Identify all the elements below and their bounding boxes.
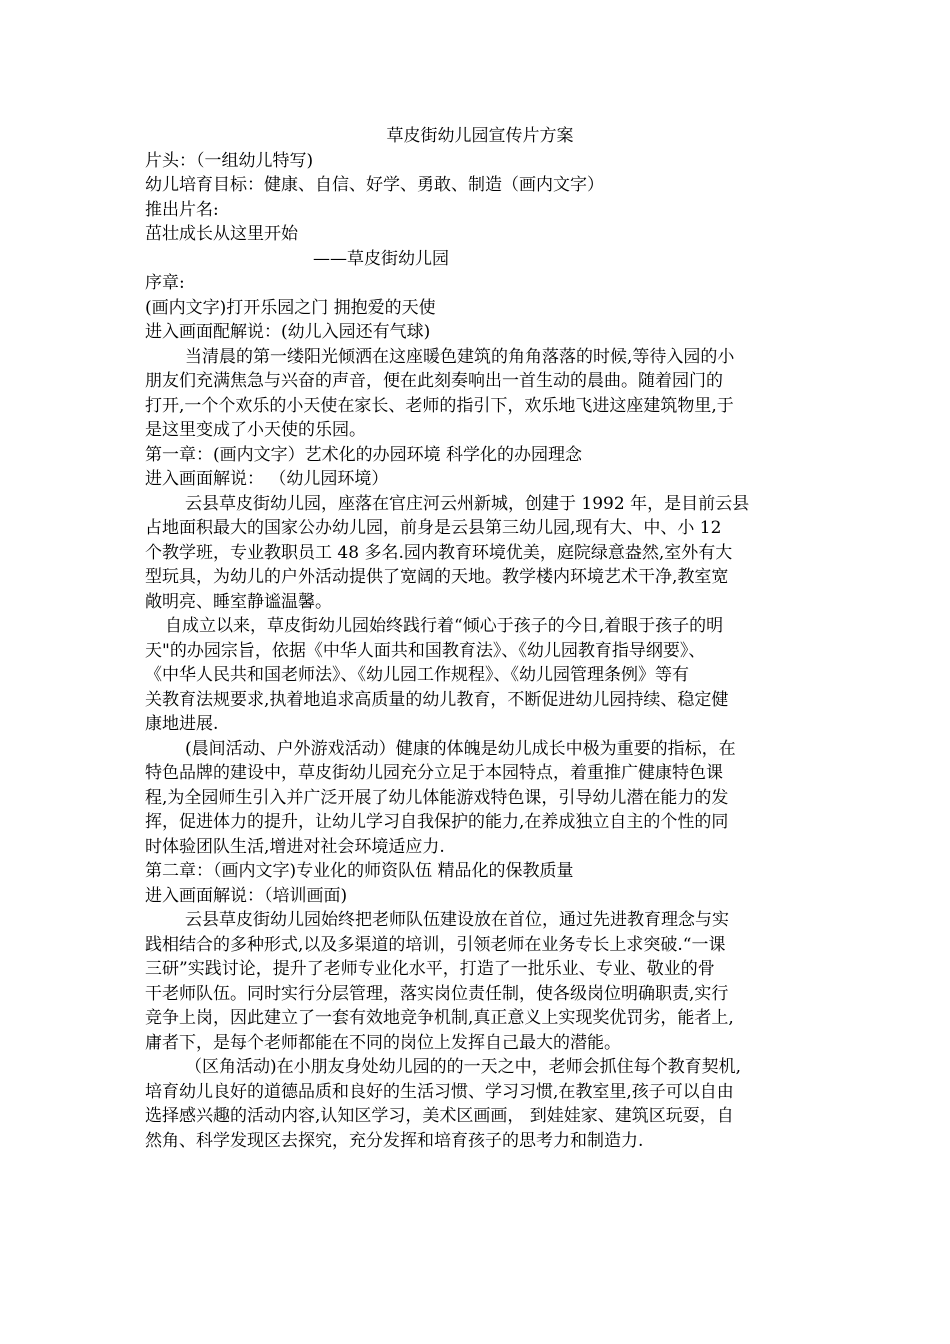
text-line: 关教育法规要求,执着地追求高质量的幼儿教育，不断促进幼儿园持续、稳定健 — [145, 689, 729, 710]
text-line: 是这里变成了小天使的乐园。 — [145, 420, 366, 440]
text-line: 三研”实践讨论，提升了老师专业化水平，打造了一批乐业、专业、敬业的骨 — [145, 959, 715, 979]
text-line: 培育幼儿良好的道德品质和良好的生活习惯、学习习惯,在教室里,孩子可以自由 — [145, 1081, 734, 1102]
document-body — [145, 124, 815, 1153]
text-line: 践相结合的多种形式,以及多渠道的培训，引领老师在业务专长上求突破.“一课 — [145, 934, 726, 955]
text-line: 时体验团队生活,增进对社会环境适应力. — [145, 836, 445, 857]
text-line: 第一章：(画内文字）艺术化的办园环境 科学化的办园理念 — [145, 444, 583, 465]
text-line: （区角活动)在小朋友身处幼儿园的的一天之中，老师会抓住每个教育契机, — [185, 1057, 742, 1077]
text-line: 型玩具，为幼儿的户外活动提供了宽阔的天地。教学楼内环境艺术干净,教室宽 — [145, 567, 729, 587]
text-line: 打开,一个个欢乐的小天使在家长、老师的指引下，欢乐地飞进这座建筑物里,于 — [145, 395, 734, 416]
text-line: 选择感兴趣的活动内容,认知区学习，美术区画画， 到娃娃家、建筑区玩耍，自 — [145, 1106, 734, 1126]
text-line: 序章: — [145, 273, 185, 293]
text-line: 推出片名: — [145, 199, 219, 220]
text-line: 云县草皮街幼儿园始终把老师队伍建设放在首位，通过先进教育理念与实 — [185, 910, 729, 930]
text-line: 片头：（一组幼儿特写) — [145, 150, 314, 171]
text-line: (画内文字)打开乐园之门 拥抱爱的天使 — [145, 297, 436, 318]
text-line: 幼儿培育目标：健康、自信、好学、勇敢、制造（画内文字） — [145, 175, 604, 195]
text-line: 敞明亮、睡室静谧温馨。 — [145, 591, 332, 612]
text-line: 康地进展. — [145, 714, 219, 734]
text-line: 茁壮成长从这里开始 — [145, 224, 298, 244]
document-title: 草皮街幼儿园宣传片方案 — [386, 126, 574, 146]
text-line: 进入画面解说：（培训画面) — [145, 885, 348, 906]
text-line: 进入画面解说： （幼儿园环境） — [145, 469, 389, 489]
text-line: 自成立以来，草皮街幼儿园始终践行着“倾心于孩子的今日,着眼于孩子的明 — [165, 616, 724, 636]
text-line: 特色品牌的建设中，草皮街幼儿园充分立足于本园特点，着重推广健康特色课 — [145, 763, 723, 783]
text-line: 然角、科学发现区去探究，充分发挥和培育孩子的思考力和制造力. — [145, 1130, 644, 1151]
text-line: (晨间活动、户外游戏活动）健康的体魄是幼儿成长中极为重要的指标，在 — [185, 738, 736, 759]
text-line: 《中华人民共和国老师法》、《幼儿园工作规程》、《幼儿园管理条例》等有 — [145, 665, 689, 685]
text-line: 占地面积最大的国家公办幼儿园，前身是云县第三幼儿园,现有大、中、小 12 — [145, 518, 722, 538]
text-line: 朋友们充满焦急与兴奋的声音，便在此刻奏响出一首生动的晨曲。随着园门的 — [145, 371, 723, 391]
text-line: 进入画面配解说：(幼儿入园还有气球) — [145, 322, 431, 342]
text-line: 当清晨的第一缕阳光倾洒在这座暖色建筑的角角落落的时候,等待入园的小 — [185, 346, 735, 367]
text-line: 竞争上岗，因此建立了一套有效地竞争机制,真正意义上实现奖优罚劣，能者上, — [145, 1008, 734, 1028]
text-line: 天"的办园宗旨，依据《中华人面共和国教育法》、《幼儿园教育指导纲要》、 — [145, 640, 706, 661]
text-line: 庸者下，是每个老师都能在不同的岗位上发挥自己最大的潜能。 — [145, 1032, 621, 1053]
text-line: 第二章：（画内文字)专业化的师资队伍 精品化的保教质量 — [145, 861, 574, 881]
text-line: 云县草皮街幼儿园，座落在官庄河云州新城，创建于 1992 年，是目前云县 — [185, 493, 750, 514]
text-line: ——草皮街幼儿园 — [313, 248, 449, 269]
text-line: 挥，促进体力的提升，让幼儿学习自我保护的能力,在养成独立自主的个性的同 — [145, 812, 729, 832]
text-line: 程,为全园师生引入并广泛开展了幼儿体能游戏特色课，引导幼儿潜在能力的发 — [145, 787, 729, 808]
text-line: 个教学班，专业教职员工 48 多名.园内教育环境优美，庭院绿意盎然,室外有大 — [145, 542, 733, 563]
text-line: 干老师队伍。同时实行分层管理，落实岗位责任制，使各级岗位明确职责,实行 — [145, 983, 729, 1004]
